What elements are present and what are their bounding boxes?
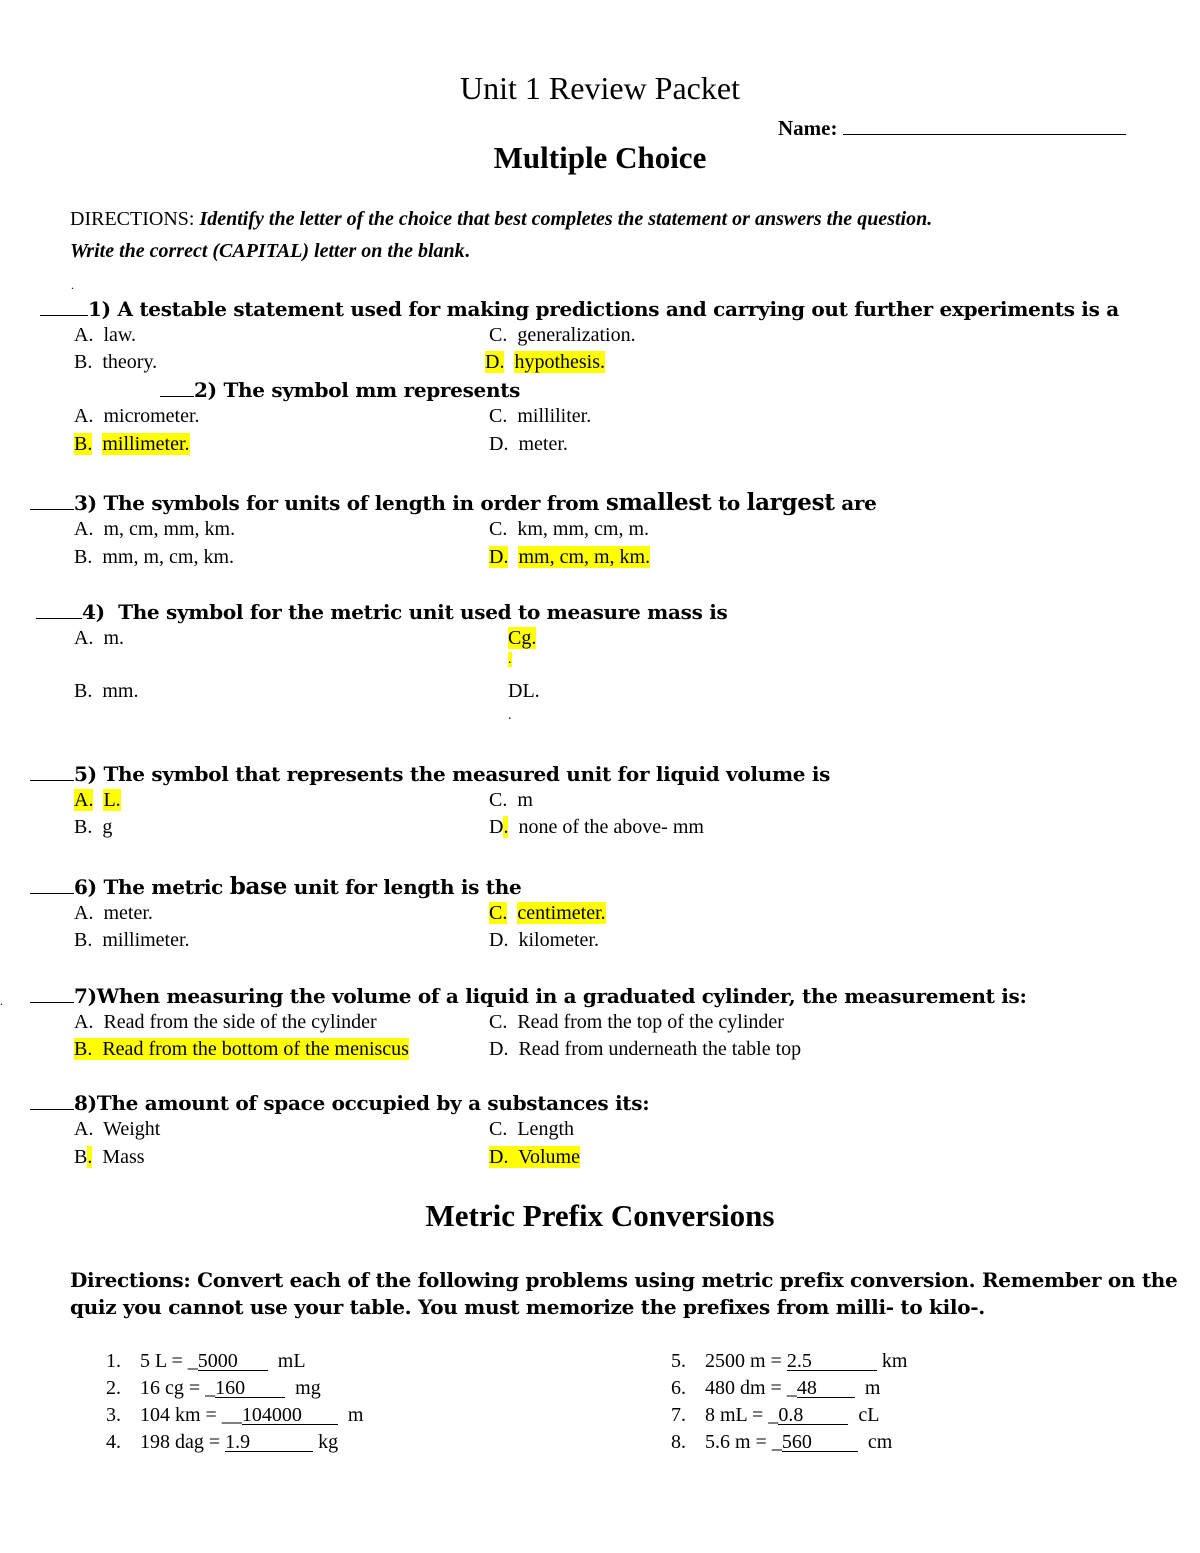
question-4 (36, 600, 728, 624)
option-c-selected (508, 627, 536, 650)
option-c (489, 405, 591, 428)
option-text: kilometer. (518, 929, 599, 951)
option-b (74, 546, 234, 569)
option-a (74, 405, 200, 428)
option-c (489, 789, 533, 812)
option-d-selected (485, 351, 605, 374)
option-letter: D. (489, 1146, 509, 1168)
option-text: mm, m, cm, km. (102, 546, 235, 568)
question-text: The symbol mm represents (223, 378, 521, 402)
option-letter: A. (74, 627, 94, 649)
problem-expression: 2500 m = (705, 1350, 787, 1372)
option-text: none of the above- mm (518, 816, 704, 838)
multiple-choice-heading: Multiple Choice (493, 140, 707, 175)
problem-number: 3. (106, 1404, 121, 1426)
option-text: theory. (102, 351, 158, 373)
page-title: Unit 1 Review Packet (460, 70, 740, 106)
option-a (74, 627, 124, 650)
option-letter: B. (74, 546, 93, 568)
question-text: The amount of space occupied by a substances its: (96, 1091, 650, 1115)
problem-answer: 560 (781, 1431, 812, 1453)
option-letter: C. (489, 1118, 508, 1140)
problem-number: 5. (671, 1350, 686, 1372)
problem-expression: 16 cg = _ (140, 1377, 216, 1399)
option-a (74, 324, 136, 347)
problem-answer: 1.9 (225, 1431, 251, 1453)
question-emphasis: largest (746, 489, 835, 516)
option-dot: . (508, 708, 512, 723)
option-a (74, 902, 153, 925)
option-b (74, 351, 157, 374)
option-text: millimeter. (102, 929, 190, 951)
problem-unit: cL (858, 1404, 880, 1426)
question-number: 1) (88, 297, 111, 321)
answer-blank[interactable] (30, 985, 74, 1003)
question-emphasis: smallest (605, 489, 712, 516)
problem-3 (106, 1404, 363, 1427)
option-text: Weight (103, 1118, 161, 1140)
option-letter: B. (74, 433, 93, 455)
option-text: Cg. (508, 627, 537, 649)
answer-blank[interactable] (36, 601, 82, 619)
question-text: The symbols for units of length in order from (103, 491, 600, 515)
option-letter: D. (485, 351, 505, 373)
option-text: meter. (518, 433, 568, 455)
option-text: law. (103, 324, 137, 346)
option-letter: A. (74, 518, 94, 540)
answer-blank[interactable] (242, 1404, 338, 1425)
option-letter: B (74, 1146, 88, 1168)
answer-blank[interactable] (160, 379, 194, 397)
question-number: 8) (74, 1091, 97, 1115)
option-letter: A. (74, 324, 94, 346)
option-a-selected (74, 789, 121, 812)
question-number: 6) (74, 875, 97, 899)
option-text: Read from the bottom of the meniscus (102, 1038, 409, 1060)
question-6 (30, 873, 521, 900)
option-letter: D. (489, 1038, 509, 1060)
option-d-selected (489, 1146, 580, 1169)
problem-unit: m (347, 1404, 364, 1426)
problem-unit: kg (318, 1431, 339, 1453)
problem-expression: 5.6 m = _ (705, 1431, 782, 1453)
option-letter: C. (489, 1011, 508, 1033)
option-text: meter. (103, 902, 153, 924)
option-b-selected (74, 433, 190, 456)
option-d (489, 816, 704, 839)
option-c (489, 1011, 784, 1034)
stray-dot: . (0, 994, 3, 1008)
question-5 (30, 762, 830, 786)
option-letter: A. (74, 405, 94, 427)
option-a (74, 1118, 160, 1141)
option-text: Mass (102, 1146, 145, 1168)
option-letter: D. (489, 546, 509, 568)
answer-blank[interactable] (782, 1431, 858, 1452)
option-d (489, 929, 599, 952)
problem-number: 1. (106, 1350, 121, 1372)
option-text: Read from the side of the cylinder (103, 1011, 377, 1033)
option-c-selected (489, 902, 606, 925)
option-dot: . (508, 652, 512, 667)
question-number: 3) (74, 491, 97, 515)
directions-period: . (464, 240, 470, 262)
option-d (489, 433, 568, 456)
problem-unit: cm (867, 1431, 893, 1453)
option-text: m. (103, 627, 125, 649)
problem-expression: 198 dag = (140, 1431, 226, 1453)
problem-2 (106, 1377, 321, 1400)
question-2 (160, 378, 520, 402)
answer-blank[interactable] (198, 1350, 268, 1371)
problem-4 (106, 1431, 338, 1454)
option-b (74, 816, 112, 839)
option-letter: A. (74, 902, 94, 924)
option-text: milliliter. (517, 405, 592, 427)
problem-unit: km (881, 1350, 908, 1372)
directions-label: DIRECTIONS (70, 208, 189, 230)
problem-unit: mg (295, 1377, 321, 1399)
problem-number: 4. (106, 1431, 121, 1453)
option-letter: A. (74, 1011, 94, 1033)
option-letter: C. (489, 902, 508, 924)
question-text: to (717, 491, 740, 515)
problem-1 (106, 1350, 306, 1373)
option-text: Volume (518, 1146, 580, 1168)
name-label: Name: (778, 116, 838, 140)
problem-expression: 5 L = _ (140, 1350, 198, 1372)
option-letter: B. (74, 816, 93, 838)
option-a (74, 518, 235, 541)
answer-blank[interactable] (30, 492, 74, 510)
question-text: The symbol for the metric unit used to measure mass is (118, 600, 728, 624)
option-text: micrometer. (103, 405, 200, 427)
question-8 (30, 1091, 649, 1115)
question-text: A testable statement used for making predictions and carrying out further experiments is a (117, 297, 1119, 321)
question-text: The metric (103, 875, 224, 899)
metric-conversions-heading: Metric Prefix Conversions (425, 1198, 775, 1233)
problem-expression: 8 mL = _ (705, 1404, 779, 1426)
option-text: Read from underneath the table top (518, 1038, 802, 1060)
problem-answer: 2.5 (786, 1350, 812, 1372)
option-b (74, 929, 190, 952)
option-letter: C. (489, 324, 508, 346)
option-letter: B. (74, 1038, 93, 1060)
problem-7 (671, 1404, 879, 1427)
answer-blank[interactable] (225, 1431, 313, 1452)
option-letter: B. (74, 929, 93, 951)
problem-unit: mL (277, 1350, 306, 1372)
option-letter: B. (74, 680, 93, 702)
problem-8 (671, 1431, 892, 1454)
question-text: When measuring the volume of a liquid in a graduated cylinder, the measurement is: (96, 984, 1027, 1008)
option-c-dot (508, 652, 512, 668)
problem-answer: 5000 (197, 1350, 238, 1372)
name-blank[interactable] (843, 114, 1126, 135)
option-text: centimeter. (517, 902, 606, 924)
option-c (489, 1118, 574, 1141)
option-a (74, 1011, 377, 1034)
option-c (489, 324, 636, 347)
answer-blank[interactable] (215, 1377, 285, 1398)
option-text: DL. (508, 680, 540, 702)
question-text: The symbol that represents the measured unit for liquid volume is (103, 762, 831, 786)
option-c (489, 518, 649, 541)
option-letter: A. (74, 1118, 94, 1140)
option-letter: D (489, 816, 504, 838)
problem-5 (671, 1350, 907, 1373)
problem-number: 2. (106, 1377, 121, 1399)
option-text: Length (517, 1118, 574, 1140)
metric-directions-line2: quiz you cannot use your table. You must memorize the prefixes from milli- to kilo-. (70, 1295, 985, 1319)
question-number: 7) (74, 984, 97, 1008)
option-text: mm, cm, m, km. (518, 546, 651, 568)
answer-blank[interactable] (787, 1350, 877, 1371)
option-d-selected (489, 546, 650, 569)
problem-answer: 104000 (241, 1404, 302, 1426)
stray-dot: . (71, 278, 74, 292)
option-letter: B. (74, 351, 93, 373)
option-b (74, 680, 138, 703)
option-letter: C. (489, 518, 508, 540)
option-b (74, 1146, 145, 1169)
option-letter: C. (489, 405, 508, 427)
problem-answer: 160 (215, 1377, 246, 1399)
option-text: m, cm, mm, km. (103, 518, 236, 540)
option-dot: . (87, 1146, 93, 1168)
option-d (489, 1038, 801, 1061)
problem-number: 7. (671, 1404, 686, 1426)
option-text: m (517, 789, 533, 811)
problem-expression: 480 dm = _ (705, 1377, 797, 1399)
problem-answer: 48 (796, 1377, 817, 1399)
problem-answer: 0.8 (778, 1404, 804, 1426)
question-number: 5) (74, 762, 97, 786)
problem-number: 8. (671, 1431, 686, 1453)
option-text: Read from the top of the cylinder (517, 1011, 784, 1033)
answer-blank[interactable] (30, 763, 74, 781)
option-dot: . (503, 816, 509, 838)
option-d-dot (508, 708, 512, 724)
directions-colon: : (188, 208, 195, 230)
option-text: L. (103, 789, 121, 811)
option-letter: D. (489, 929, 509, 951)
question-number: 2) (194, 378, 217, 402)
question-emphasis: base (229, 873, 288, 900)
answer-blank[interactable] (40, 298, 88, 316)
question-1 (40, 297, 1119, 321)
option-letter: C. (489, 789, 508, 811)
option-text: km, mm, cm, m. (517, 518, 650, 540)
option-text: mm. (102, 680, 139, 702)
option-b-selected (74, 1038, 409, 1061)
answer-blank[interactable] (30, 1092, 74, 1110)
problem-number: 6. (671, 1377, 686, 1399)
mc-directions-line2 (70, 240, 470, 263)
question-number: 4) (82, 600, 105, 624)
option-text: g (102, 816, 113, 838)
question-3 (30, 489, 877, 516)
option-d (508, 680, 540, 703)
option-letter: A. (74, 789, 94, 811)
directions-text: Identify the letter of the choice that best completes the statement or answers the question. (199, 208, 933, 230)
question-text: are (841, 491, 877, 515)
option-letter: D. (489, 433, 509, 455)
question-7 (30, 984, 1027, 1008)
option-text: millimeter. (102, 433, 190, 455)
answer-blank[interactable] (797, 1377, 855, 1398)
problem-expression: 104 km = __ (140, 1404, 242, 1426)
question-text: unit for length is the (293, 875, 522, 899)
option-text: hypothesis. (514, 351, 606, 373)
mc-directions-line1 (70, 208, 932, 231)
directions-text-2: Write the correct (CAPITAL) letter on the blank (70, 240, 465, 262)
option-text: generalization. (517, 324, 636, 346)
problem-6 (671, 1377, 880, 1400)
answer-blank[interactable] (30, 876, 74, 894)
answer-blank[interactable] (778, 1404, 848, 1425)
problem-unit: m (864, 1377, 881, 1399)
name-field (778, 114, 1126, 141)
metric-directions-line1: Directions: Convert each of the following problems using metric prefix conversion. Remember on the (70, 1268, 1178, 1292)
